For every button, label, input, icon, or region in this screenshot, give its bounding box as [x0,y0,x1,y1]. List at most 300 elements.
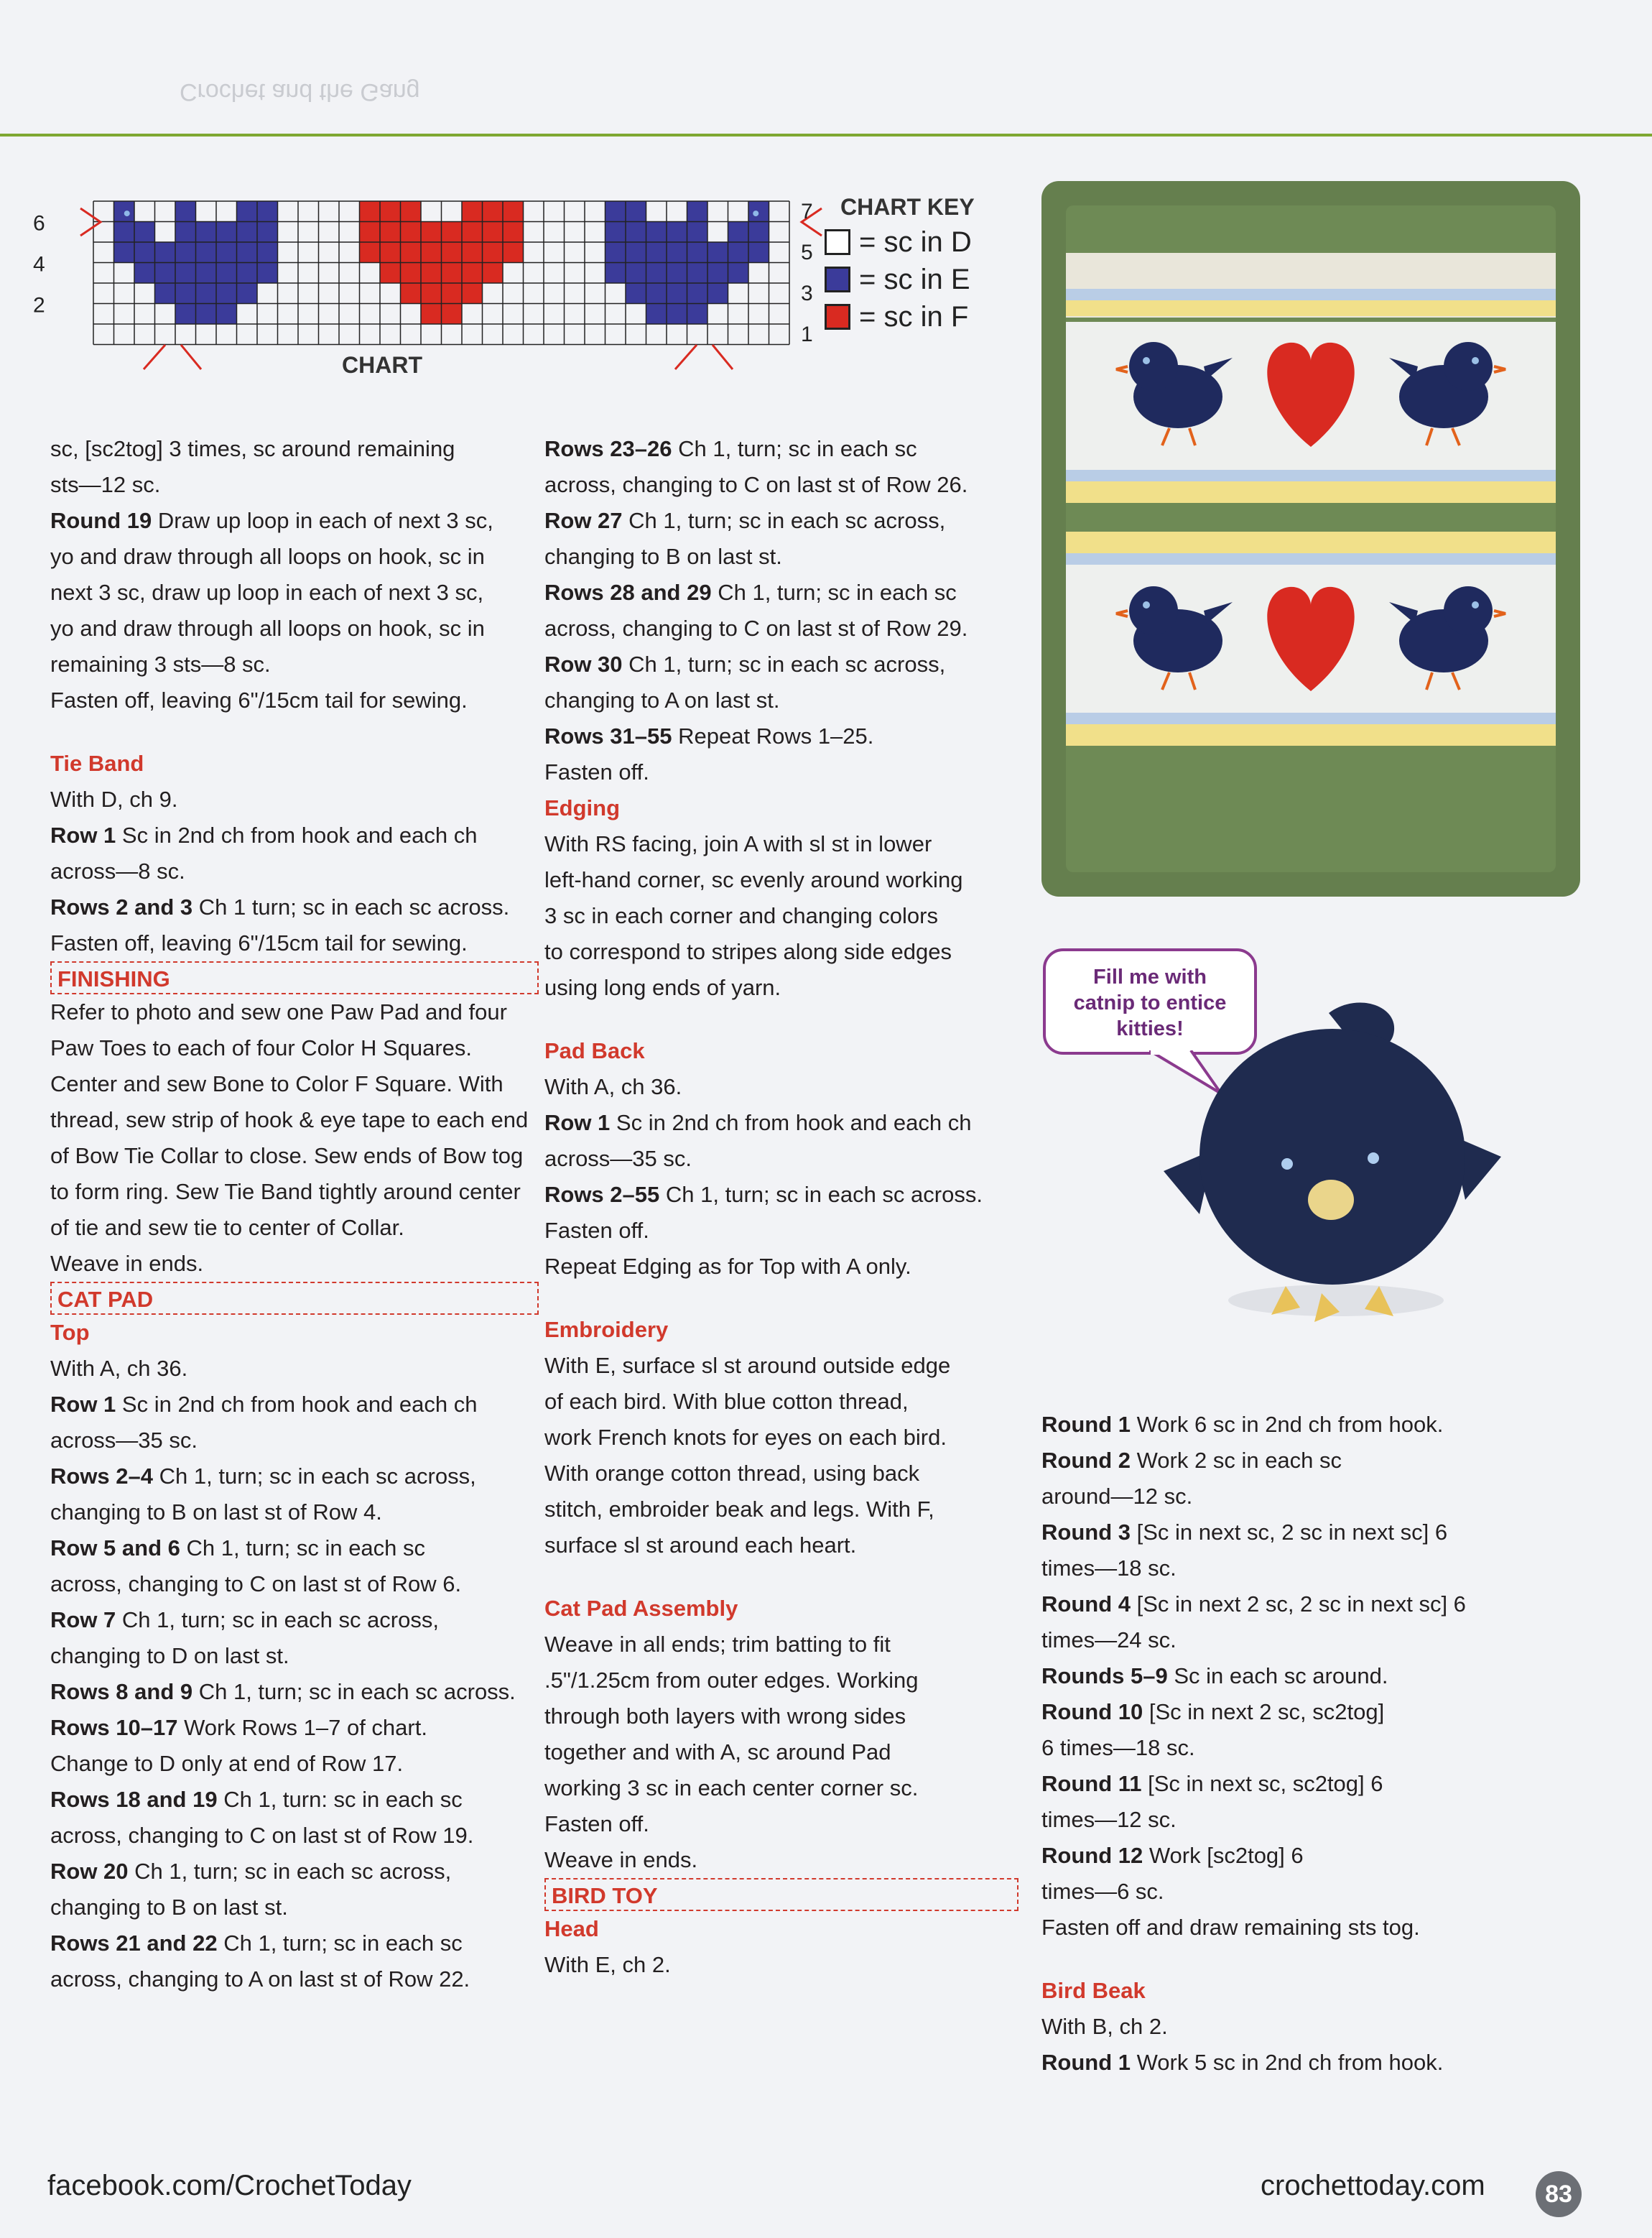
chart-stitch [401,283,422,304]
instruction-line [50,889,539,925]
chart-stitch [380,201,401,222]
step-label: Row 27 [544,508,623,533]
instruction-line [544,862,1018,898]
chart-stitch [421,283,442,304]
bubble-line-2: catnip to entice [1073,991,1227,1014]
chart-stitch [626,222,646,243]
section-heading: Cat Pad Assembly [544,1596,738,1621]
step-text: sts—12 sc. [50,472,161,497]
chart-stitch [462,222,483,243]
chart-stitch [216,304,237,325]
step-text: using long ends of yarn. [544,975,781,1000]
step-text: With D, ch 9. [50,787,178,812]
chart-stitch [155,242,176,263]
instruction-line [1041,1874,1544,1910]
step-text: Ch 1 turn; sc in each sc across. [192,894,510,920]
step-text: With B, ch 2. [1041,2014,1168,2039]
chart-stitch [216,242,237,263]
chart-stitch [257,242,278,263]
step-label: Rows 21 and 22 [50,1930,218,1956]
step-text: across—35 sc. [50,1428,198,1453]
spacer [1041,1946,1544,1973]
step-text: Weave in all ends; trim batting to fit [544,1632,891,1657]
instruction-line [50,782,539,818]
chart-stitch [483,242,504,263]
instruction-line [544,1456,1018,1492]
step-text: Ch 1, turn; sc in each sc [672,436,917,461]
step-text: surface sl st around each heart. [544,1532,857,1558]
chart-stitch [134,263,155,284]
step-text: work French knots for eyes on each bird. [544,1425,947,1450]
chart-stitch [707,242,728,263]
step-text: Sc in 2nd ch from hook and each ch [116,823,478,848]
step-text: Work 5 sc in 2nd ch from hook. [1131,2050,1444,2075]
step-text: Weave in ends. [544,1847,698,1872]
instruction-line [544,1249,1018,1285]
chart-stitch [442,304,463,325]
step-text: Fasten off, leaving 6"/15cm tail for sewing. [50,688,468,713]
chart-stitch [687,222,708,243]
boxed-section-heading: BIRD TOY [544,1878,1018,1911]
chart-stitch [442,263,463,284]
instruction-line [544,1492,1018,1527]
step-text: of tie and sew tie to center of Collar. [50,1215,404,1240]
instruction-line [544,575,1018,611]
instruction-line [50,1818,539,1854]
step-text: across—35 sc. [544,1146,692,1171]
step-text: Ch 1, turn; sc in each sc across. [659,1182,983,1207]
step-text: Ch 1, turn; sc in each sc [217,1930,463,1956]
key-swatch-blue [825,267,850,292]
step-text: Sc in 2nd ch from hook and each ch [116,1392,478,1417]
chart-stitch [687,263,708,284]
step-label: Rows 8 and 9 [50,1679,193,1704]
chart-stitch [646,304,667,325]
instruction-line [1041,1838,1544,1874]
spacer [544,1563,1018,1591]
chart-bird-legs [675,345,733,369]
column-right [1041,1407,1544,2081]
instruction-line [50,1530,539,1566]
instruction-line [1041,1658,1544,1694]
step-label: Rows 2–4 [50,1464,154,1489]
chart-stitch [196,222,217,243]
chart-stitch [646,263,667,284]
chart-stitch [687,304,708,325]
instruction-line [50,1102,539,1138]
instruction-line [544,503,1018,539]
boxed-section-heading: FINISHING [50,961,539,994]
step-text: Work [sc2tog] 6 [1143,1843,1304,1868]
instruction-line [1041,1550,1544,1586]
step-text: Fasten off. [544,1218,649,1243]
step-text: times—6 sc. [1041,1879,1164,1904]
instruction-line [1041,1694,1544,1730]
chart-stitch [667,222,687,243]
instruction-line [50,1387,539,1423]
column-left [50,431,539,1997]
instruction-line [50,1746,539,1782]
step-text: Repeat Rows 1–25. [672,723,874,749]
bubble-line-3: kitties! [1116,1017,1184,1040]
chart-stitch [667,242,687,263]
instruction-line [50,431,539,467]
step-text: across, changing to C on last st of Row 29. [544,616,968,641]
instruction-line [544,1213,1018,1249]
instruction-line [1041,1910,1544,1946]
boxed-section-heading: CAT PAD [50,1282,539,1315]
chart-stitch [360,201,381,222]
page-number: 83 [1536,2171,1582,2217]
key-swatch-red [825,304,850,330]
chart-stitch [216,222,237,243]
instruction-line [50,1782,539,1818]
spacer [50,718,539,746]
instruction-line [50,1246,539,1282]
instruction-line [544,1627,1018,1663]
instruction-line [50,1458,539,1494]
step-text: across—8 sc. [50,859,185,884]
chart-stitch [237,263,258,284]
chart-stitch [175,201,196,222]
chart-stitch [175,263,196,284]
stitch-chart [29,188,1034,389]
step-text: 3 sc in each corner and changing colors [544,903,938,928]
step-label: Row 30 [544,652,623,677]
step-text: yo and draw through all loops on hook, sc in [50,616,485,641]
step-text: Ch 1, turn; sc in each sc across, [622,652,946,677]
step-text: With RS facing, join A with sl st in lower [544,831,932,856]
step-text: to correspond to stripes along side edges [544,939,952,964]
chart-stitch [155,283,176,304]
step-label: Rows 10–17 [50,1715,178,1740]
chart-row-number-left: 6 [33,211,45,236]
chart-stitch [667,304,687,325]
step-text: around—12 sc. [1041,1484,1193,1509]
instruction-line [544,1420,1018,1456]
chart-stitch [114,201,135,222]
step-text: Fasten off. [544,1811,649,1836]
footer-website-link[interactable]: crochettoday.com [1261,2170,1485,2201]
chart-stitch [175,222,196,243]
chart-stitch [646,222,667,243]
step-label: Round 11 [1041,1771,1142,1796]
chart-stitch [462,201,483,222]
chart-row-number-left: 4 [33,252,45,277]
chart-stitch [667,283,687,304]
step-text: changing to B on last st. [50,1895,288,1920]
step-label: Row 5 and 6 [50,1535,180,1560]
instruction-line [544,826,1018,862]
instruction-line [50,1423,539,1458]
instruction-line [544,1663,1018,1698]
instruction-line [544,718,1018,754]
chart-stitch [605,201,626,222]
step-label: Round 1 [1041,2050,1131,2075]
chart-stitch [503,201,524,222]
chart-stitch [483,201,504,222]
instruction-line [50,1674,539,1710]
step-text: Refer to photo and sew one Paw Pad and four [50,999,507,1025]
chart-stitch [626,283,646,304]
instruction-line [544,1177,1018,1213]
chart-stitch [462,283,483,304]
step-text: Ch 1, turn; sc in each sc across, [116,1607,439,1632]
footer-facebook-link[interactable]: facebook.com/CrochetToday [47,2170,412,2201]
step-label: Round 4 [1041,1591,1131,1617]
header-faded-text: Crochet and the Gang [180,78,420,106]
step-text: Weave in ends. [50,1251,204,1276]
header-rule [0,134,1652,137]
step-text: Ch 1, turn; sc in each sc across, [128,1859,452,1884]
chart-stitch [421,304,442,325]
chart-stitch [216,283,237,304]
step-text: With A, ch 36. [50,1356,188,1381]
chart-stitch [257,263,278,284]
instruction-line [544,1141,1018,1177]
chart-stitch [442,283,463,304]
chart-stitch [237,201,258,222]
chart-stitch [421,222,442,243]
column-middle [544,431,1018,1983]
chart-stitch [687,242,708,263]
step-text: Fasten off, leaving 6"/15cm tail for sewing. [50,930,468,956]
step-text: With E, ch 2. [544,1952,671,1977]
instruction-line [544,934,1018,970]
step-text: across, changing to A on last st of Row 22. [50,1966,470,1992]
instruction-line [50,1854,539,1890]
chart-stitch [175,242,196,263]
chart-stitch [605,242,626,263]
chart-stitch [196,304,217,325]
chart-stitch [687,201,708,222]
instruction-line [544,683,1018,718]
instruction-line [1041,1515,1544,1550]
step-text: next 3 sc, draw up loop in each of next 3 sc, [50,580,484,605]
chart-stitch [442,222,463,243]
step-text: stitch, embroider beak and legs. With F, [544,1497,934,1522]
instruction-line [544,1698,1018,1734]
instruction-line [544,1734,1018,1770]
instruction-line [50,1638,539,1674]
instruction-line [544,1770,1018,1806]
section-heading: Pad Back [544,1038,645,1063]
step-text: across, changing to C on last st of Row 19. [50,1823,474,1848]
chart-stitch [155,263,176,284]
instruction-line [50,1351,539,1387]
step-text: Sc in 2nd ch from hook and each ch [610,1110,972,1135]
chart-stitch [257,201,278,222]
section-heading: Edging [544,795,621,820]
step-text: changing to D on last st. [50,1643,289,1668]
step-text: Ch 1, turn; sc in each sc [711,580,957,605]
instruction-line [50,467,539,503]
chart-stitch [401,201,422,222]
key-label-d: = sc in D [859,226,972,258]
instruction-line [1041,1802,1544,1838]
chart-key-row-f [825,298,975,336]
instruction-line [1041,1586,1544,1622]
section-heading: Top [50,1320,90,1345]
chart-stitch [748,242,769,263]
chart-stitch [380,242,401,263]
section-heading: Head [544,1916,599,1941]
instruction-line [1041,2045,1544,2081]
chart-stitch [605,263,626,284]
step-label: Round 1 [1041,1412,1131,1437]
chart-row-number-right: 1 [801,323,813,346]
step-label: Rows 23–26 [544,436,672,461]
instruction-line [1041,2009,1544,2045]
chart-stitch [360,242,381,263]
step-label: Row 1 [50,823,116,848]
key-label-f: = sc in F [859,300,969,333]
chart-stitch [360,222,381,243]
chart-stitch [748,222,769,243]
step-label: Rows 18 and 19 [50,1787,218,1812]
instruction-line [50,1710,539,1746]
instruction-line [544,1384,1018,1420]
step-text: Draw up loop in each of next 3 sc, [152,508,493,533]
instruction-line [50,1210,539,1246]
chart-stitch [503,222,524,243]
instruction-line [1041,1730,1544,1766]
chart-stitch [687,283,708,304]
instruction-line [50,1174,539,1210]
instruction-line [50,1925,539,1961]
bird-eye [1281,1158,1293,1170]
step-label: Rows 2–55 [544,1182,660,1207]
chart-stitch [626,263,646,284]
instruction-line [544,1069,1018,1105]
step-text: Work Rows 1–7 of chart. [177,1715,427,1740]
step-text: Work 6 sc in 2nd ch from hook. [1131,1412,1444,1437]
instruction-line [50,503,539,539]
chart-stitch [237,283,258,304]
key-swatch-white [825,229,850,255]
chart-stitch [748,201,769,222]
instruction-line [50,611,539,647]
section-heading: Bird Beak [1041,1978,1146,2003]
step-text: Fasten off and draw remaining sts tog. [1041,1915,1420,1940]
bird-eye [1368,1152,1379,1164]
step-text: across, changing to C on last st of Row 6. [50,1571,462,1596]
chart-bird-eye [124,211,130,216]
step-text: Ch 1, turn: sc in each sc [217,1787,463,1812]
chart-stitch [175,283,196,304]
step-text: changing to B on last st of Row 4. [50,1499,382,1525]
step-text: changing to A on last st. [544,688,780,713]
chart-stitch [667,263,687,284]
chart-stitch [483,222,504,243]
step-label: Round 19 [50,508,152,533]
chart-stitch [728,263,749,284]
instruction-line [544,431,1018,467]
step-text: With E, surface sl st around outside edge [544,1353,951,1378]
step-label: Round 3 [1041,1520,1131,1545]
chart-stitch [462,263,483,284]
instruction-line [544,1806,1018,1842]
instruction-line [544,1527,1018,1563]
chart-row-number-right: 3 [801,282,813,305]
step-text: through both layers with wrong sides [544,1703,906,1729]
chart-stitch [401,222,422,243]
instruction-line [50,1494,539,1530]
chart-stitch [626,242,646,263]
instruction-line [544,1842,1018,1878]
chart-stitch [196,283,217,304]
chart-bird-eye [753,211,758,216]
step-text: changing to B on last st. [544,544,782,569]
step-text: Fasten off. [544,759,649,785]
chart-stitch [196,242,217,263]
key-label-e: = sc in E [859,263,970,295]
instruction-line [50,854,539,889]
instruction-line [50,925,539,961]
instruction-line [1041,1443,1544,1479]
chart-stitch [728,222,749,243]
chart-label: CHART [342,352,422,378]
chart-key [825,194,975,336]
instruction-line [50,1066,539,1102]
step-text: working 3 sc in each center corner sc. [544,1775,919,1800]
chart-stitch [380,263,401,284]
bird-beak [1308,1180,1354,1220]
step-text: left-hand corner, sc evenly around working [544,867,963,892]
step-text: Center and sew Bone to Color F Square. With [50,1071,504,1096]
step-text: sc, [sc2tog] 3 times, sc around remaining [50,436,455,461]
chart-stitch [237,242,258,263]
step-text: With A, ch 36. [544,1074,682,1099]
step-label: Round 10 [1041,1699,1143,1724]
step-text: Ch 1, turn; sc in each sc across, [622,508,946,533]
instruction-line [50,1566,539,1602]
instruction-line [50,647,539,683]
chart-stitch [605,222,626,243]
step-text: thread, sew strip of hook & eye tape to each end [50,1107,529,1132]
step-text: [Sc in next 2 sc, sc2tog] [1143,1699,1385,1724]
chart-key-row-d [825,223,975,261]
chart-stitch [421,242,442,263]
instruction-line [544,611,1018,647]
step-label: Row 20 [50,1859,129,1884]
instruction-line [1041,1766,1544,1802]
cat-pad-photo [1041,181,1580,897]
step-text: times—24 sc. [1041,1627,1177,1652]
instruction-line [544,898,1018,934]
step-label: Round 2 [1041,1448,1131,1473]
chart-stitch [216,263,237,284]
step-text: Paw Toes to each of four Color H Squares. [50,1035,473,1060]
chart-stitch [401,263,422,284]
step-text: times—12 sc. [1041,1807,1177,1832]
step-label: Row 1 [50,1392,116,1417]
instruction-line [544,754,1018,790]
step-text: of each bird. With blue cotton thread, [544,1389,909,1414]
step-text: [Sc in next 2 sc, 2 sc in next sc] 6 [1131,1591,1466,1617]
instruction-line [544,1348,1018,1384]
chart-key-title: CHART KEY [840,194,975,220]
step-label: Rows 31–55 [544,723,672,749]
spacer [544,1285,1018,1312]
step-text: times—18 sc. [1041,1555,1177,1581]
step-text: together and with A, sc around Pad [544,1739,891,1765]
step-label: Row 7 [50,1607,116,1632]
step-text: Ch 1, turn; sc in each sc across. [192,1679,516,1704]
instruction-line [50,1030,539,1066]
instruction-line [544,1105,1018,1141]
step-label: Rounds 5–9 [1041,1663,1168,1688]
